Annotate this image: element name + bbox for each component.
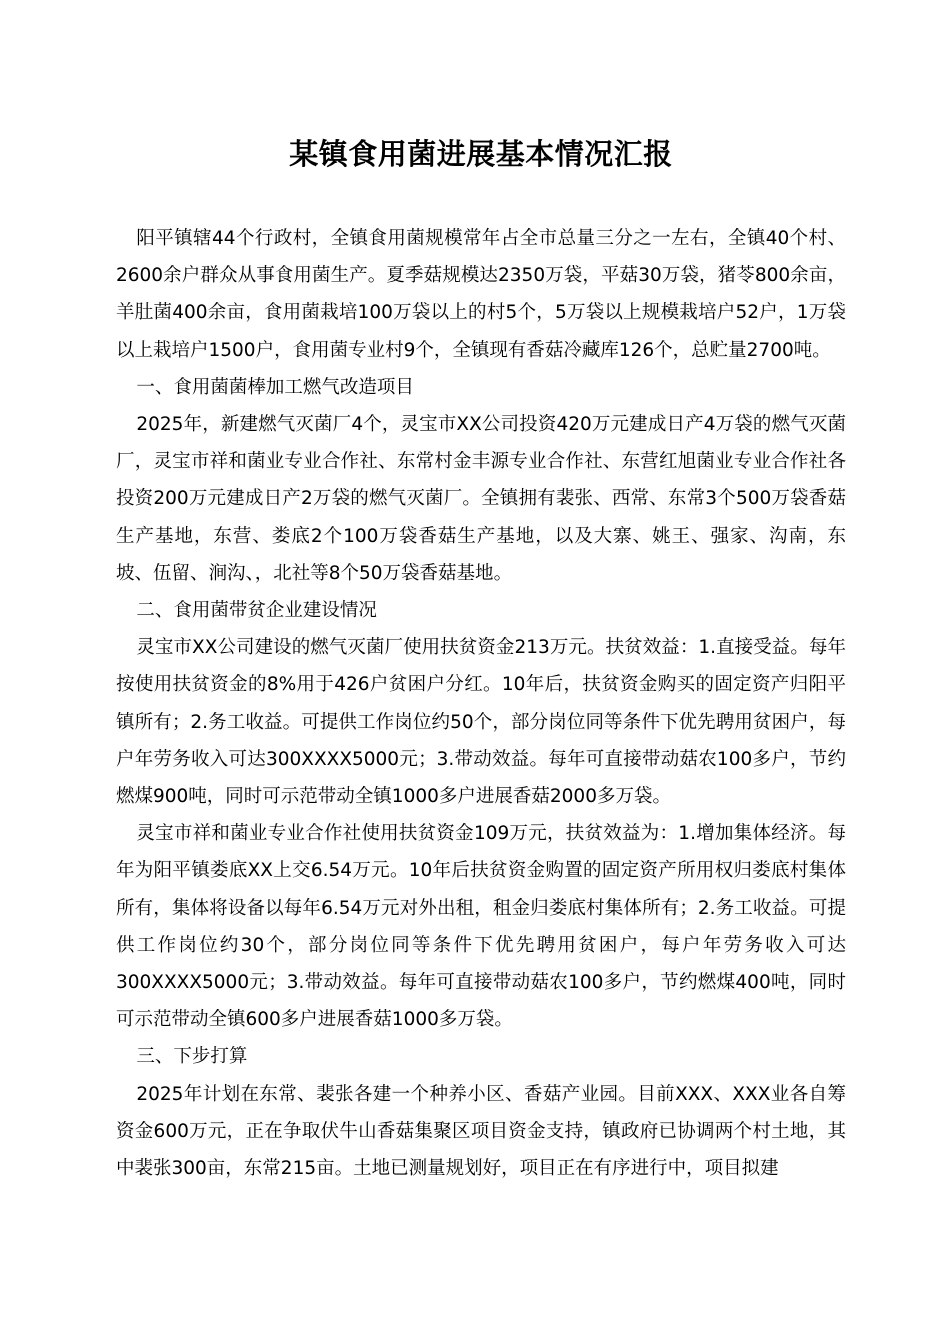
section-2-paragraph-1: 灵宝市XX公司建设的燃气灭菌厂使用扶贫资金213万元。扶贫效益：1.直接受益。每年按使用扶贫资金的8%用于426户贫困户分红。10年后，扶贫资金购买的固定资产归阳平镇所有；2.务工收益。可提供工作岗位约50个，部分岗位同等条件下优先聘用贫困户，每户年劳务收入可达300XXXX5000元；3.带动效益。每年可直接带动菇农100多户，节约燃煤900吨，同时可示范带动全镇1000多户进展香菇2000多万袋。 <box>116 637 846 808</box>
section-2-paragraph-2: 灵宝市祥和菌业专业合作社使用扶贫资金109万元，扶贫效益为：1.增加集体经济。每年为阳平镇娄底XX上交6.54万元。10年后扶贫资金购置的固定资产所用权归娄底村集体所有，集体将设备以每年6.54万元对外出租，租金归娄底村集体所有；2.务工收益。可提供工作岗位约30个，部分岗位同等条件下优先聘用贫困户，每户年劳务收入可达300XXXX5000元；3.带动效益。每年可直接带动菇农100多户，节约燃煤400吨，同时可示范带动全镇600多户进展香菇1000多万袋。 <box>116 823 846 1031</box>
section-3-paragraph: 2025年计划在东常、裴张各建一个种养小区、香菇产业园。目前XXX、XXX业各自筹资金600万元，正在争取伏牛山香菇集聚区项目资金支持，镇政府已协调两个村土地，其中裴张300亩，东常215亩。土地已测量规划好，项目正在有序进行中，项目拟建 <box>116 1083 846 1180</box>
section-heading-2: 二、食用菌带贫企业建设情况 <box>136 600 377 622</box>
intro-paragraph: 阳平镇辖44个行政村，全镇食用菌规模常年占全市总量三分之一左右，全镇40个村、2600余户群众从事食用菌生产。夏季菇规模达2350万袋，平菇30万袋，猪苓800余亩，羊肚菌400余亩，食用菌栽培100万袋以上的村5个，5万袋以上规模栽培户52户，1万袋以上栽培户1500户，食用菌专业村9个，全镇现有香菇冷藏库126个，总贮量2700吨。 <box>116 228 846 361</box>
document-title: 某镇食用菌进展基本情况汇报 <box>289 137 673 171</box>
section-heading-1: 一、食用菌菌棒加工燃气改造项目 <box>136 376 414 398</box>
section-heading-3: 三、下步打算 <box>136 1046 248 1068</box>
document-body <box>116 220 846 1187</box>
section-1-paragraph: 2025年，新建燃气灭菌厂4个，灵宝市XX公司投资420万元建成日产4万袋的燃气灭菌厂，灵宝市祥和菌业专业合作社、东常村金丰源专业合作社、东营红旭菌业专业合作社各投资200万元建成日产2万袋的燃气灭菌厂。全镇拥有裴张、西常、东常3个500万袋香菇生产基地，东营、娄底2个100万袋香菇生产基地，以及大寨、姚王、强家、沟南，东坡、伍留、涧沟、，北社等8个50万袋香菇基地。 <box>116 414 846 584</box>
